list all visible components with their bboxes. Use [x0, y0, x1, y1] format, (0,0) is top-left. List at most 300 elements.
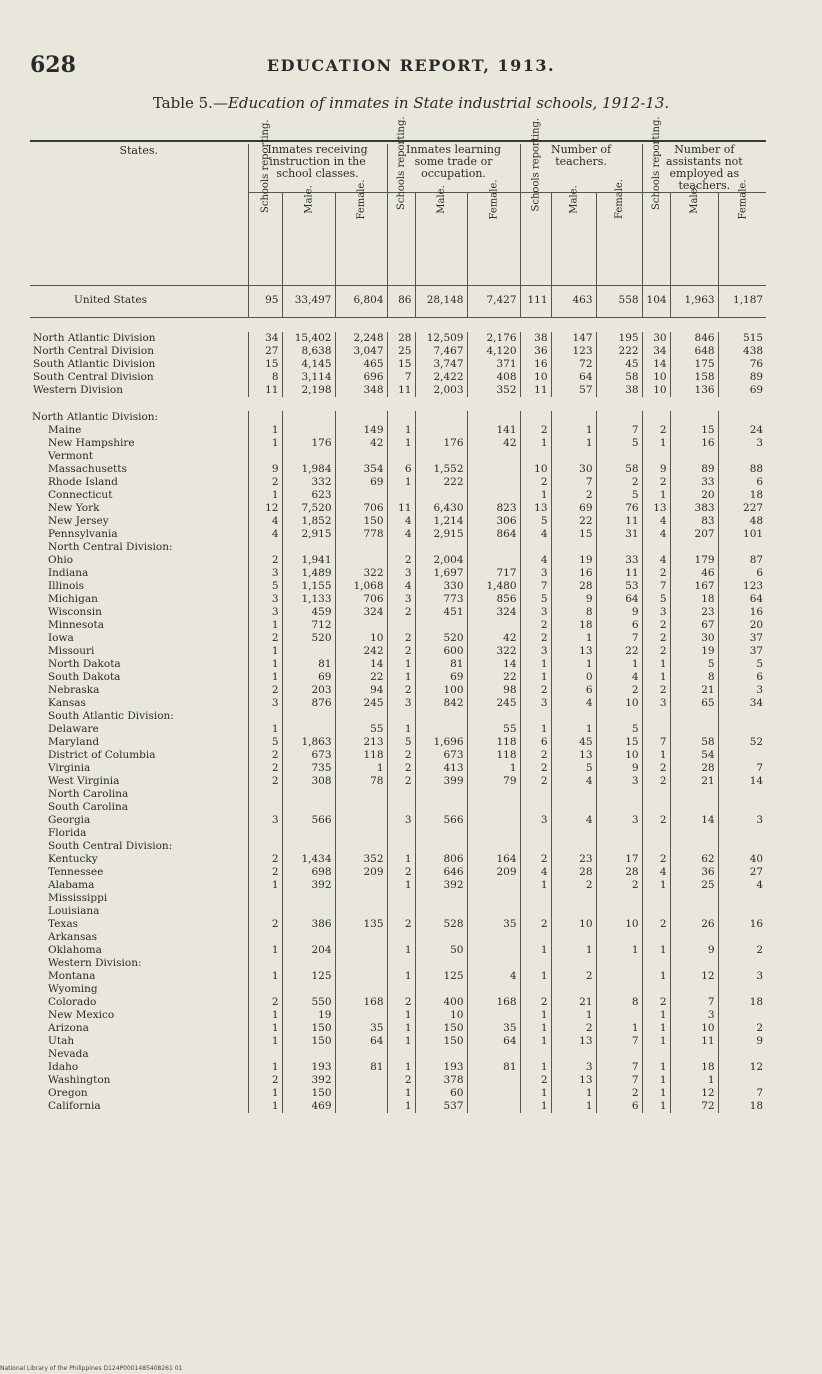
- value-cell: 7: [596, 1074, 642, 1087]
- value-cell: 3: [248, 814, 282, 827]
- state-name: Texas: [48, 918, 78, 930]
- value-cell: 2: [520, 853, 551, 866]
- table-row: [30, 749, 766, 762]
- value-cell: 42: [467, 632, 520, 645]
- value-cell: [551, 1048, 596, 1061]
- value-cell: 4: [718, 879, 766, 892]
- value-cell: 79: [467, 775, 520, 788]
- value-cell: 64: [551, 371, 596, 384]
- value-cell: 2: [248, 853, 282, 866]
- value-cell: [467, 957, 520, 970]
- value-cell: [387, 905, 415, 918]
- value-cell: 1: [248, 1022, 282, 1035]
- state-name: Rhode Island: [48, 476, 118, 488]
- value-cell: 1: [387, 970, 415, 983]
- value-cell: 4: [642, 528, 670, 541]
- value-cell: 87: [718, 554, 766, 567]
- education-table: [30, 116, 766, 1113]
- value-cell: 1: [520, 671, 551, 684]
- value-cell: [415, 411, 467, 424]
- value-cell: [596, 931, 642, 944]
- value-cell: 65: [670, 697, 718, 710]
- value-cell: 164: [467, 853, 520, 866]
- value-cell: 2,915: [282, 528, 335, 541]
- value-cell: 3: [670, 1009, 718, 1022]
- value-cell: 438: [718, 345, 766, 358]
- value-cell: 1: [596, 1022, 642, 1035]
- value-cell: 89: [718, 371, 766, 384]
- value-cell: 673: [415, 749, 467, 762]
- value-cell: 451: [415, 606, 467, 619]
- value-cell: 25: [670, 879, 718, 892]
- value-cell: 67: [670, 619, 718, 632]
- value-cell: 5: [596, 723, 642, 736]
- value-cell: [415, 892, 467, 905]
- value-cell: 413: [415, 762, 467, 775]
- value-cell: 81: [282, 658, 335, 671]
- value-cell: 2: [387, 749, 415, 762]
- value-cell: 1: [387, 1100, 415, 1113]
- value-cell: 14: [670, 814, 718, 827]
- value-cell: 88: [718, 463, 766, 476]
- value-cell: 330: [415, 580, 467, 593]
- value-cell: 2: [248, 762, 282, 775]
- value-cell: 4: [520, 528, 551, 541]
- table-row: [30, 528, 766, 541]
- state-name: Kentucky: [48, 853, 98, 865]
- value-cell: 14: [642, 358, 670, 371]
- value-cell: 1: [248, 723, 282, 736]
- value-cell: 7: [596, 632, 642, 645]
- value-cell: 2: [520, 619, 551, 632]
- value-cell: [718, 801, 766, 814]
- running-head: EDUCATION REPORT, 1913.: [266, 56, 556, 75]
- value-cell: 2: [596, 684, 642, 697]
- value-cell: 22: [596, 645, 642, 658]
- states-header: States.: [30, 144, 248, 286]
- value-cell: 1: [248, 1061, 282, 1074]
- value-cell: [520, 905, 551, 918]
- value-cell: 706: [335, 502, 387, 515]
- value-cell: 2: [642, 476, 670, 489]
- value-cell: 69: [718, 384, 766, 397]
- value-cell: 3,047: [335, 345, 387, 358]
- value-cell: [335, 814, 387, 827]
- value-cell: 209: [335, 866, 387, 879]
- value-cell: [467, 892, 520, 905]
- value-cell: 1: [248, 619, 282, 632]
- value-cell: 227: [718, 502, 766, 515]
- value-cell: 1: [248, 658, 282, 671]
- value-cell: [520, 840, 551, 853]
- subheader-male: Male.: [551, 193, 596, 286]
- value-cell: 2: [248, 476, 282, 489]
- value-cell: [670, 1048, 718, 1061]
- value-cell: 1: [596, 944, 642, 957]
- value-cell: 2: [520, 918, 551, 931]
- value-cell: 352: [467, 384, 520, 397]
- value-cell: 566: [415, 814, 467, 827]
- table-row: [30, 515, 766, 528]
- value-cell: 21: [670, 775, 718, 788]
- value-cell: 9: [596, 606, 642, 619]
- value-cell: 141: [467, 424, 520, 437]
- value-cell: 399: [415, 775, 467, 788]
- value-cell: 76: [718, 358, 766, 371]
- table-caption: Education of inmates in State industrial schools, 1912-13.: [227, 94, 670, 112]
- value-cell: 469: [282, 1100, 335, 1113]
- value-cell: 1,697: [415, 567, 467, 580]
- value-cell: 646: [415, 866, 467, 879]
- value-cell: 408: [467, 371, 520, 384]
- value-cell: 24: [718, 424, 766, 437]
- value-cell: [596, 905, 642, 918]
- value-cell: 4: [596, 671, 642, 684]
- value-cell: [467, 554, 520, 567]
- value-cell: [551, 983, 596, 996]
- table-row: [30, 450, 766, 463]
- table-label: Table 5.: [152, 94, 213, 112]
- value-cell: 4: [642, 866, 670, 879]
- state-name: Oregon: [48, 1087, 88, 1099]
- subheader-male: Male.: [415, 193, 467, 286]
- value-cell: 104: [642, 286, 670, 318]
- value-cell: 386: [282, 918, 335, 931]
- value-cell: [415, 424, 467, 437]
- value-cell: 86: [387, 286, 415, 318]
- subheader-schools-reporting: Schools reporting.: [642, 193, 670, 286]
- value-cell: 8: [596, 996, 642, 1009]
- value-cell: 520: [415, 632, 467, 645]
- division-heading-row: [30, 411, 766, 424]
- value-cell: [467, 983, 520, 996]
- value-cell: [551, 710, 596, 723]
- value-cell: 12,509: [415, 332, 467, 345]
- value-cell: 36: [670, 866, 718, 879]
- value-cell: [596, 983, 642, 996]
- value-cell: [551, 801, 596, 814]
- state-name: Montana: [48, 970, 96, 982]
- value-cell: 1: [551, 1009, 596, 1022]
- value-cell: 1: [642, 1009, 670, 1022]
- value-cell: 57: [551, 384, 596, 397]
- value-cell: 149: [335, 424, 387, 437]
- value-cell: 8: [248, 371, 282, 384]
- state-name: Idaho: [48, 1061, 79, 1073]
- value-cell: 64: [596, 593, 642, 606]
- group-header-trade: Inmates learning some trade or occupation.: [387, 144, 520, 193]
- value-cell: [596, 450, 642, 463]
- value-cell: [415, 983, 467, 996]
- value-cell: 778: [335, 528, 387, 541]
- value-cell: 6: [718, 476, 766, 489]
- value-cell: [467, 476, 520, 489]
- value-cell: 2: [248, 1074, 282, 1087]
- state-name: Arizona: [48, 1022, 89, 1034]
- value-cell: [335, 970, 387, 983]
- value-cell: [642, 788, 670, 801]
- value-cell: 27: [718, 866, 766, 879]
- value-cell: 222: [415, 476, 467, 489]
- value-cell: [282, 931, 335, 944]
- value-cell: [718, 723, 766, 736]
- value-cell: 6,804: [335, 286, 387, 318]
- value-cell: 55: [467, 723, 520, 736]
- value-cell: 2: [520, 476, 551, 489]
- subheader-male: Male.: [282, 193, 335, 286]
- value-cell: 17: [596, 853, 642, 866]
- value-cell: 89: [670, 463, 718, 476]
- value-cell: 179: [670, 554, 718, 567]
- value-cell: [642, 827, 670, 840]
- value-cell: 204: [282, 944, 335, 957]
- value-cell: 5: [642, 593, 670, 606]
- value-cell: [335, 983, 387, 996]
- value-cell: 2: [520, 424, 551, 437]
- value-cell: 11: [596, 567, 642, 580]
- value-cell: 5: [670, 658, 718, 671]
- value-cell: 3: [520, 567, 551, 580]
- value-cell: [467, 814, 520, 827]
- value-cell: [551, 840, 596, 853]
- value-cell: 69: [415, 671, 467, 684]
- value-cell: [335, 619, 387, 632]
- value-cell: 136: [670, 384, 718, 397]
- value-cell: 3: [520, 645, 551, 658]
- value-cell: 30: [551, 463, 596, 476]
- value-cell: 876: [282, 697, 335, 710]
- value-cell: [248, 905, 282, 918]
- value-cell: [551, 411, 596, 424]
- value-cell: [335, 1074, 387, 1087]
- value-cell: [248, 892, 282, 905]
- value-cell: 1: [387, 671, 415, 684]
- value-cell: 242: [335, 645, 387, 658]
- value-cell: [520, 827, 551, 840]
- value-cell: 4: [520, 866, 551, 879]
- value-cell: 1: [387, 476, 415, 489]
- table-row: [30, 463, 766, 476]
- state-name: District of Columbia: [48, 749, 156, 761]
- value-cell: 48: [718, 515, 766, 528]
- value-cell: 7: [596, 1035, 642, 1048]
- value-cell: 101: [718, 528, 766, 541]
- state-name: West Virginia: [48, 775, 120, 787]
- value-cell: 118: [467, 749, 520, 762]
- state-name: Delaware: [48, 723, 99, 735]
- value-cell: 81: [335, 1061, 387, 1074]
- value-cell: 222: [596, 345, 642, 358]
- value-cell: 2: [387, 762, 415, 775]
- table-row: [30, 567, 766, 580]
- value-cell: 18: [670, 1061, 718, 1074]
- value-cell: 1: [387, 1061, 415, 1074]
- value-cell: 100: [415, 684, 467, 697]
- state-name: North Central Division: [33, 345, 154, 357]
- value-cell: [415, 450, 467, 463]
- value-cell: 64: [335, 1035, 387, 1048]
- value-cell: 2: [387, 918, 415, 931]
- value-cell: 2: [520, 684, 551, 697]
- value-cell: 3: [718, 970, 766, 983]
- value-cell: 1: [387, 424, 415, 437]
- value-cell: 7,427: [467, 286, 520, 318]
- value-cell: 6: [551, 684, 596, 697]
- value-cell: 1: [551, 1087, 596, 1100]
- value-cell: 2: [642, 632, 670, 645]
- value-cell: 4: [387, 515, 415, 528]
- value-cell: 1: [551, 723, 596, 736]
- value-cell: 2: [248, 632, 282, 645]
- value-cell: [670, 931, 718, 944]
- value-cell: 26: [670, 918, 718, 931]
- value-cell: [248, 840, 282, 853]
- value-cell: [718, 1009, 766, 1022]
- state-name: Maine: [48, 424, 82, 436]
- value-cell: 4: [248, 515, 282, 528]
- value-cell: 23: [551, 853, 596, 866]
- value-cell: 23: [670, 606, 718, 619]
- value-cell: [596, 1048, 642, 1061]
- value-cell: 2: [642, 567, 670, 580]
- value-cell: 10: [596, 697, 642, 710]
- value-cell: [248, 827, 282, 840]
- value-cell: 1: [520, 1061, 551, 1074]
- state-name: Maryland: [48, 736, 100, 748]
- value-cell: [718, 905, 766, 918]
- value-cell: 1,187: [718, 286, 766, 318]
- value-cell: 28: [551, 580, 596, 593]
- value-cell: 53: [596, 580, 642, 593]
- value-cell: [520, 411, 551, 424]
- subheader-schools-reporting: Schools reporting.: [387, 193, 415, 286]
- division-heading-row: [30, 710, 766, 723]
- value-cell: [551, 892, 596, 905]
- value-cell: 2: [718, 944, 766, 957]
- division-heading-row: [30, 957, 766, 970]
- value-cell: 125: [415, 970, 467, 983]
- table-row: [30, 554, 766, 567]
- table-row: [30, 580, 766, 593]
- value-cell: 2: [642, 619, 670, 632]
- value-cell: [415, 723, 467, 736]
- table-row: [30, 424, 766, 437]
- value-cell: [596, 957, 642, 970]
- value-cell: 806: [415, 853, 467, 866]
- value-cell: [248, 957, 282, 970]
- value-cell: [670, 450, 718, 463]
- value-cell: 9: [248, 463, 282, 476]
- value-cell: [642, 1048, 670, 1061]
- table-row: [30, 697, 766, 710]
- spacer-row: [30, 397, 766, 411]
- table-row: [30, 905, 766, 918]
- value-cell: 2: [387, 684, 415, 697]
- value-cell: 14: [335, 658, 387, 671]
- state-name: Mississippi: [48, 892, 108, 904]
- subheader-female: Female.: [718, 193, 766, 286]
- state-name: South Atlantic Division: [33, 358, 156, 370]
- subheader-schools-reporting: Schools reporting.: [248, 193, 282, 286]
- value-cell: 5: [596, 489, 642, 502]
- value-cell: 3: [248, 606, 282, 619]
- state-name: Vermont: [48, 450, 94, 462]
- value-cell: [415, 801, 467, 814]
- table-row: [30, 358, 766, 371]
- value-cell: [551, 957, 596, 970]
- value-cell: 3: [387, 593, 415, 606]
- value-cell: [282, 801, 335, 814]
- value-cell: [248, 801, 282, 814]
- table-row: [30, 437, 766, 450]
- value-cell: 8: [670, 671, 718, 684]
- value-cell: 27: [248, 345, 282, 358]
- value-cell: 2: [387, 632, 415, 645]
- value-cell: [467, 619, 520, 632]
- value-cell: [387, 957, 415, 970]
- value-cell: [718, 892, 766, 905]
- value-cell: 4: [551, 697, 596, 710]
- value-cell: [282, 892, 335, 905]
- value-cell: [642, 892, 670, 905]
- value-cell: 34: [718, 697, 766, 710]
- value-cell: 28,148: [415, 286, 467, 318]
- value-cell: [335, 957, 387, 970]
- value-cell: [335, 840, 387, 853]
- value-cell: [415, 788, 467, 801]
- value-cell: 10: [642, 371, 670, 384]
- value-cell: [282, 723, 335, 736]
- value-cell: 2: [551, 970, 596, 983]
- value-cell: 150: [415, 1022, 467, 1035]
- state-name: South Atlantic Division:: [48, 710, 174, 722]
- value-cell: 566: [282, 814, 335, 827]
- value-cell: 324: [467, 606, 520, 619]
- value-cell: [335, 801, 387, 814]
- value-cell: 28: [596, 866, 642, 879]
- value-cell: 324: [335, 606, 387, 619]
- value-cell: 45: [551, 736, 596, 749]
- value-cell: [387, 1048, 415, 1061]
- value-cell: 10: [551, 918, 596, 931]
- state-name: Kansas: [48, 697, 86, 709]
- value-cell: [718, 788, 766, 801]
- value-cell: 1: [248, 489, 282, 502]
- table-row: [30, 918, 766, 931]
- value-cell: 21: [551, 996, 596, 1009]
- value-cell: 18: [718, 1100, 766, 1113]
- value-cell: 520: [282, 632, 335, 645]
- value-cell: 123: [718, 580, 766, 593]
- value-cell: 1: [551, 1100, 596, 1113]
- value-cell: 3: [718, 814, 766, 827]
- value-cell: 60: [415, 1087, 467, 1100]
- value-cell: [520, 957, 551, 970]
- value-cell: 1: [642, 1074, 670, 1087]
- state-name: New Jersey: [48, 515, 109, 527]
- value-cell: 7: [551, 476, 596, 489]
- value-cell: 12: [718, 1061, 766, 1074]
- value-cell: [551, 827, 596, 840]
- value-cell: 81: [467, 1061, 520, 1074]
- value-cell: 95: [248, 286, 282, 318]
- value-cell: 1: [642, 944, 670, 957]
- value-cell: 16: [551, 567, 596, 580]
- subheader-female: Female.: [467, 193, 520, 286]
- value-cell: [387, 619, 415, 632]
- value-cell: 10: [670, 1022, 718, 1035]
- table-row: [30, 827, 766, 840]
